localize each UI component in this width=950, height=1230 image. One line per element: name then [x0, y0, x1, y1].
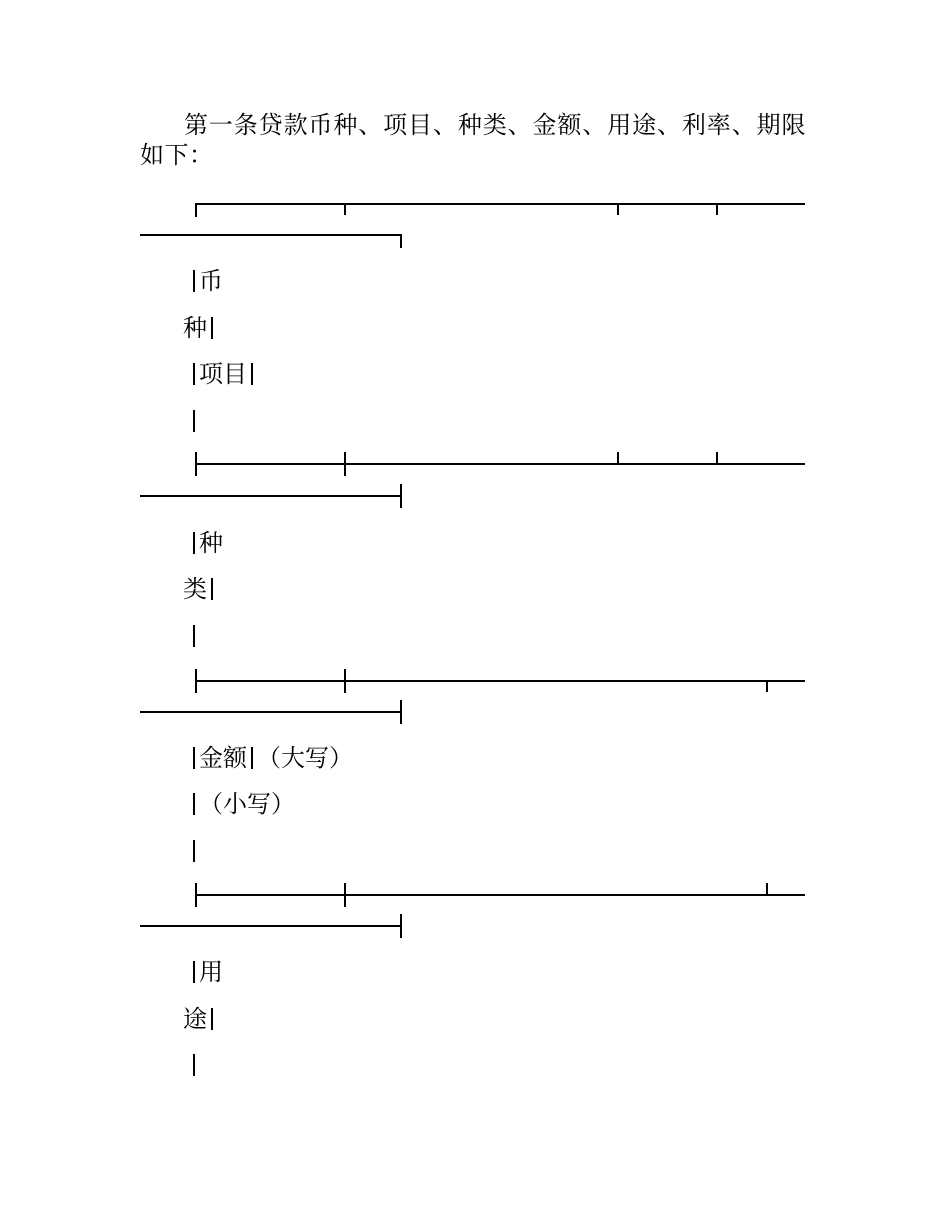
row-end-bar — [193, 1050, 195, 1080]
table-bar — [193, 532, 195, 554]
table-bar — [193, 793, 195, 815]
cell-project — [193, 359, 257, 389]
cell-label: 金额 — [199, 744, 247, 772]
cell-purpose-part2 — [183, 1004, 217, 1034]
cell-amount-lowercase — [193, 789, 295, 819]
table-bar — [193, 410, 195, 432]
table-bar — [211, 578, 213, 600]
cell-label: 用 — [199, 958, 223, 986]
cell-type-part2 — [183, 574, 217, 604]
cell-label: 种 — [199, 529, 223, 557]
table-bar — [193, 1054, 195, 1076]
cell-label: 项目 — [199, 360, 247, 388]
table-bar — [193, 625, 195, 647]
table-bar — [251, 363, 253, 385]
amount-uppercase-label: （大写） — [257, 744, 353, 772]
table-bar — [193, 840, 195, 862]
amount-lowercase-label: （小写） — [199, 790, 295, 818]
table-bar — [251, 747, 253, 769]
cell-amount — [193, 743, 353, 773]
table-bar — [193, 747, 195, 769]
row-end-bar — [193, 836, 195, 866]
article-heading: 第一条贷款币种、项目、种类、金额、用途、利率、期限如下： — [140, 111, 806, 169]
cell-label: 种 — [183, 314, 207, 342]
cell-type-part1 — [193, 528, 223, 558]
table-bar — [211, 1008, 213, 1030]
cell-label: 币 — [199, 267, 223, 295]
cell-label: 途 — [183, 1005, 207, 1033]
row-end-bar — [193, 406, 195, 436]
row-end-bar — [193, 621, 195, 651]
table-bar — [211, 317, 213, 339]
cell-purpose-part1 — [193, 957, 223, 987]
cell-label: 类 — [183, 575, 207, 603]
cell-currency-part2 — [183, 313, 217, 343]
table-bar — [193, 961, 195, 983]
table-bar — [193, 363, 195, 385]
table-bar — [193, 270, 195, 292]
cell-currency-part1 — [193, 266, 223, 296]
